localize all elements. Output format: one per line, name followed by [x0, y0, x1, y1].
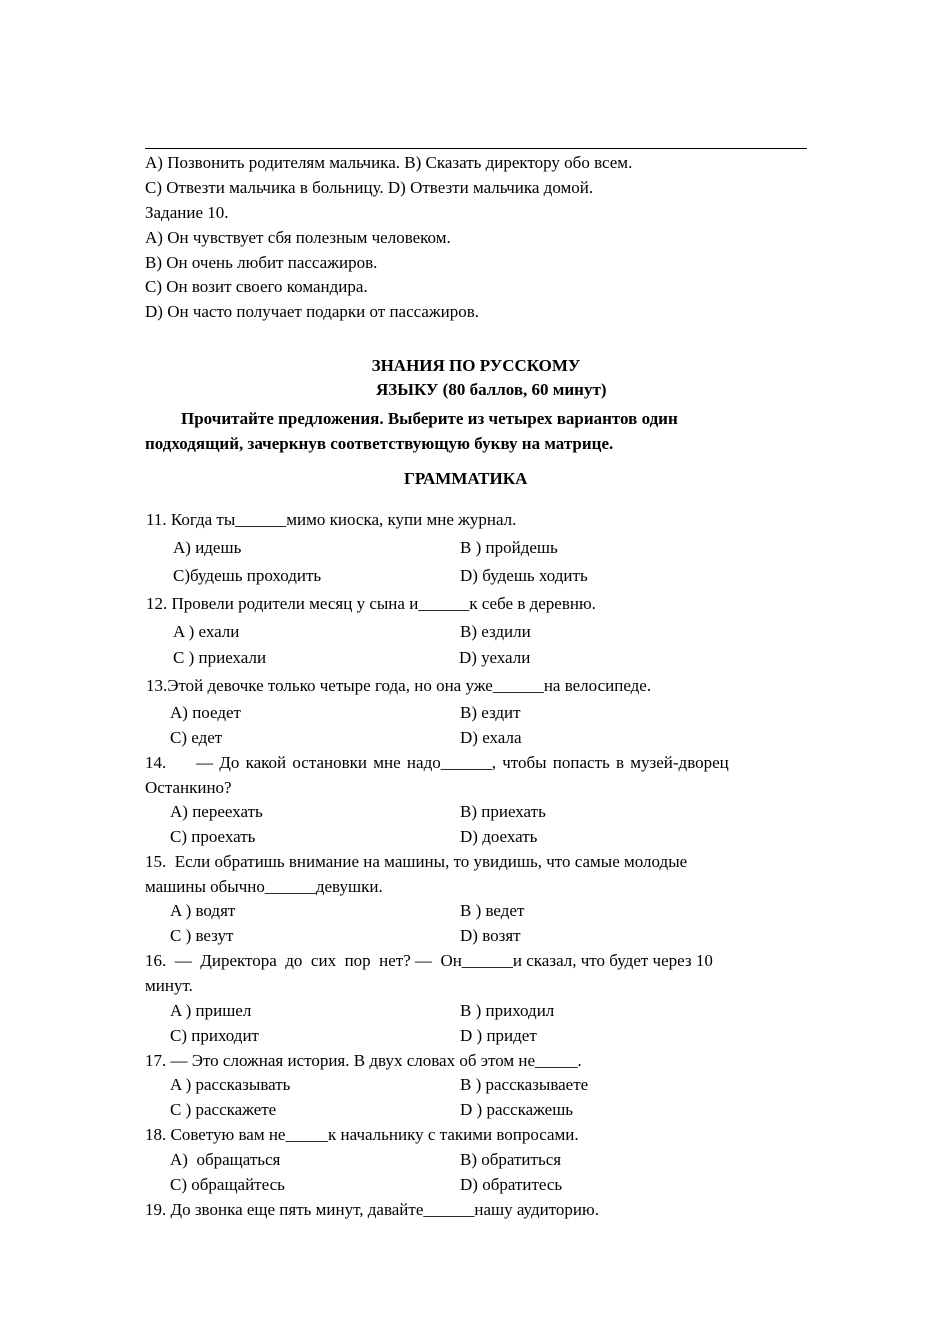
- section-title-line1: ЗНАНИЯ ПО РУССКОМУ: [371, 356, 581, 375]
- q16-option-c: C) приходит: [170, 1026, 259, 1045]
- q15-text-line2: машины обычно______девушки.: [145, 877, 383, 896]
- q11-option-a: A) идешь: [173, 538, 242, 557]
- q10-option-c: C) Он возит своего командира.: [145, 277, 368, 296]
- q14-option-d: D) доехать: [460, 827, 538, 846]
- q15-text-line1: 15. Если обратишь внимание на машины, то увидишь, что самые молодые: [145, 852, 688, 871]
- q9-options-line1: A) Позвонить родителям мальчика. B) Сказать директору обо всем.: [145, 153, 633, 172]
- instruction-line1: Прочитайте предложения. Выберите из четырех вариантов один: [181, 409, 678, 428]
- q10-option-d: D) Он часто получает подарки от пассажиров.: [145, 302, 480, 321]
- q17-option-b: B ) рассказываете: [460, 1075, 589, 1094]
- q15-option-c: C ) везут: [170, 926, 234, 945]
- section-title-line2: ЯЗЫКУ (80 баллов, 60 минут): [376, 380, 607, 399]
- q14-option-a: A) переехать: [170, 802, 263, 821]
- q13-text: 13.Этой девочке только четыре года, но она уже______на велосипеде.: [146, 676, 652, 695]
- q14-number: 14.: [145, 753, 167, 772]
- q16-text-line2: минут.: [145, 976, 193, 995]
- q15-option-d: D) возят: [460, 926, 521, 945]
- q10-option-b: B) Он очень любит пассажиров.: [145, 253, 378, 272]
- q10-option-a: A) Он чувствует сбя полезным человеком.: [145, 228, 451, 247]
- q19-text: 19. До звонка еще пять минут, давайте______нашу аудиторию.: [145, 1200, 599, 1219]
- q14-option-b: B) приехать: [460, 802, 546, 821]
- q16-text-line1: 16. — Директора до сих пор нет? — Он______и сказал, что будет через 10: [145, 951, 713, 970]
- q18-option-d: D) обратитесь: [460, 1175, 563, 1194]
- q13-option-d: D) ехала: [460, 728, 522, 747]
- q18-text: 18. Советую вам не_____к начальнику с такими вопросами.: [145, 1125, 579, 1144]
- q16-option-d: D ) придет: [460, 1026, 537, 1045]
- grammar-subtitle: ГРАММАТИКА: [404, 469, 528, 488]
- q15-option-b: B ) ведет: [460, 901, 525, 920]
- q16-option-a: A ) пришел: [170, 1001, 252, 1020]
- q9-options-line2: C) Отвезти мальчика в больницу. D) Отвезти мальчика домой.: [145, 178, 594, 197]
- q11-text: 11. Когда ты______мимо киоска, купи мне журнал.: [146, 510, 517, 529]
- q18-option-a: A) обращаться: [170, 1150, 281, 1169]
- q15-option-a: A ) водят: [170, 901, 236, 920]
- q14-text-line2: Останкино?: [145, 778, 232, 797]
- q17-option-a: A ) рассказывать: [170, 1075, 291, 1094]
- q11-option-c: C)будешь проходить: [173, 566, 322, 585]
- q12-text: 12. Провели родители месяц у сына и______к себе в деревню.: [146, 594, 596, 613]
- q18-option-c: C) обращайтесь: [170, 1175, 285, 1194]
- q16-option-b: B ) приходил: [460, 1001, 555, 1020]
- q10-title: Задание 10.: [145, 203, 229, 222]
- q13-option-a: A) поедет: [170, 703, 241, 722]
- q12-option-d: D) уехали: [459, 648, 531, 667]
- q17-option-d: D ) расскажешь: [460, 1100, 574, 1119]
- q12-option-c: C ) приехали: [173, 648, 267, 667]
- q12-option-b: B) ездили: [460, 622, 531, 641]
- q12-option-a: A ) ехали: [173, 622, 240, 641]
- q17-text: 17. — Это сложная история. В двух словах об этом не_____.: [145, 1051, 582, 1070]
- instruction-line2: подходящий, зачеркнув соответствующую букву на матрице.: [145, 434, 614, 453]
- q18-option-b: B) обратиться: [460, 1150, 562, 1169]
- q13-option-b: B) ездит: [460, 703, 521, 722]
- q14-text-line1: — До какой остановки мне надо______, чтобы попасть в музей-дворец: [196, 753, 729, 772]
- q11-option-b: B ) пройдешь: [460, 538, 558, 557]
- q11-option-d: D) будешь ходить: [460, 566, 588, 585]
- q17-option-c: C ) расскажете: [170, 1100, 277, 1119]
- top-divider-line: [145, 148, 807, 149]
- q14-option-c: C) проехать: [170, 827, 256, 846]
- q13-option-c: C) едет: [170, 728, 223, 747]
